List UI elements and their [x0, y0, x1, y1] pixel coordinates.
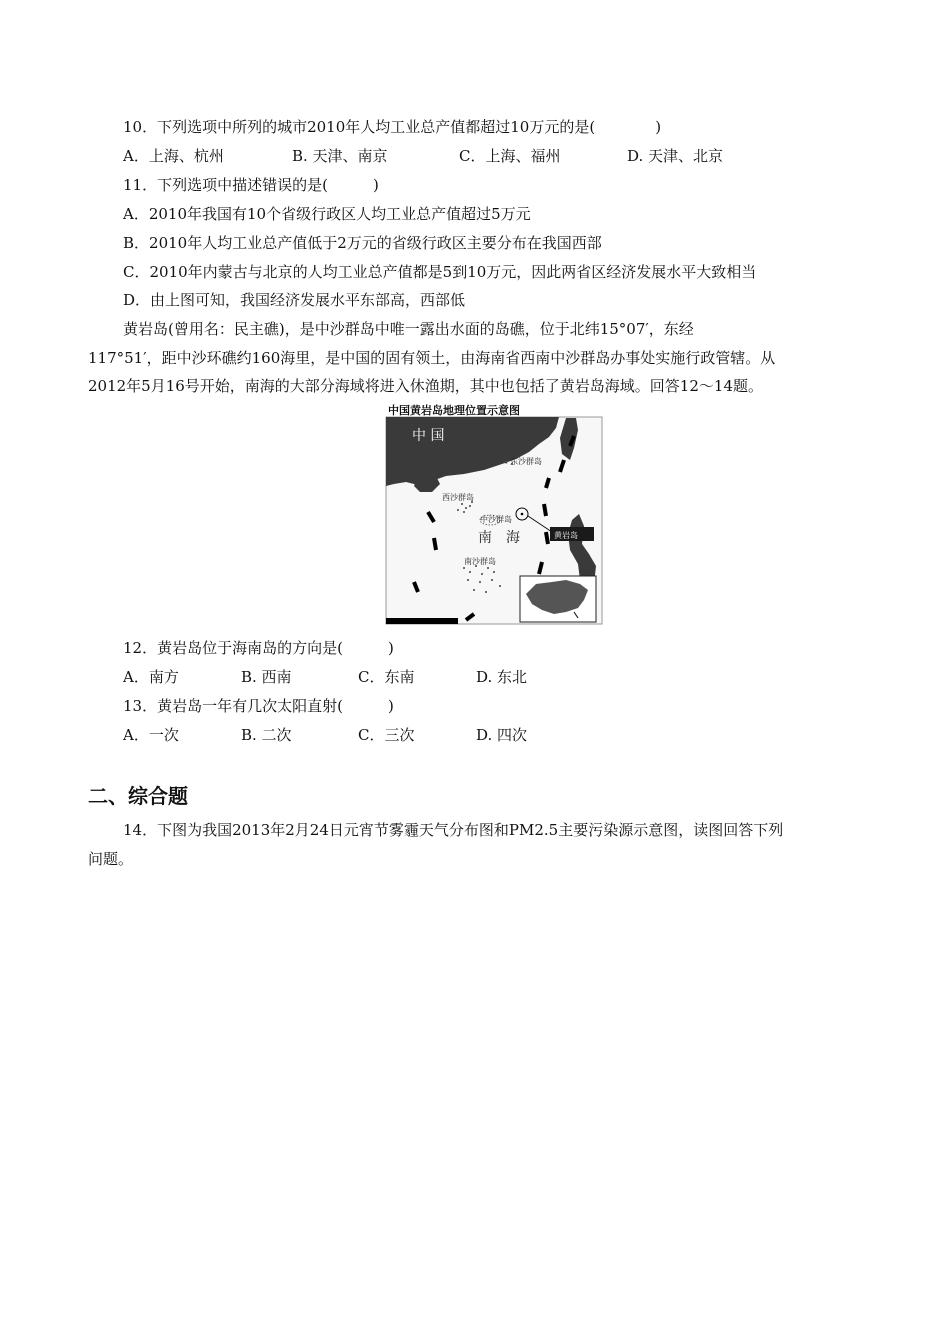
q12-option-c: C．东南: [358, 668, 415, 686]
q11-option-b: B．2010年人均工业总产值低于2万元的省级行政区主要分布在我国西部: [123, 234, 602, 252]
q12-stem: 12．黄岩岛位于海南岛的方向是( ): [123, 639, 394, 657]
q10-stem: 10．下列选项中所列的城市2010年人均工业总产值都超过10万元的是( ): [123, 118, 662, 136]
q10-option-d: D. 天津、北京: [627, 147, 724, 165]
scale-bar: [386, 618, 458, 624]
section-title: 二、综合题: [88, 784, 188, 808]
map-svg: [384, 404, 604, 626]
map-label-xisha: 西沙群岛: [442, 493, 474, 502]
passage-line-2: 117°51′，距中沙环礁约160海里，是中国的固有领土，由海南省西南中沙群岛办事处实施行政管辖。从: [88, 349, 776, 367]
q10-option-c: C．上海、福州: [459, 147, 561, 165]
q12-option-b: B. 西南: [241, 668, 292, 686]
huangyan-marker-dot: [521, 513, 524, 516]
map-label-zhongsha: 中沙群岛: [480, 515, 512, 524]
map-label-china: 中 国: [412, 428, 445, 444]
map-label-nanhai: 南 海: [478, 530, 520, 546]
q11-option-d: D．由上图可知，我国经济发展水平东部高，西部低: [123, 291, 466, 309]
q13-option-b: B. 二次: [241, 726, 292, 744]
q14-line-1: 14．下图为我国2013年2月24日元宵节雾霾天气分布图和PM2.5主要污染源示意图，读图回答下列: [123, 821, 784, 839]
q10-option-b: B. 天津、南京: [292, 147, 388, 165]
map-title: 中国黄岩岛地理位置示意图: [388, 404, 520, 417]
q13-option-d: D. 四次: [476, 726, 528, 744]
map-label-nansha: 南沙群岛: [464, 557, 496, 566]
q13-option-c: C．三次: [358, 726, 415, 744]
map-label-huangyan: 黄岩岛: [554, 531, 578, 540]
q11-stem: 11．下列选项中描述错误的是( ): [123, 176, 379, 194]
huangyan-island-map: [384, 404, 604, 626]
q11-option-c: C．2010年内蒙古与北京的人均工业总产值都是5到10万元，因此两省区经济发展水平大致相当: [123, 263, 757, 281]
q12-option-a: A．南方: [123, 668, 179, 686]
passage-line-1: 黄岩岛(曾用名：民主礁)，是中沙群岛中唯一露出水面的岛礁，位于北纬15°07′，东经: [123, 320, 694, 338]
q10-option-a: A．上海、杭州: [123, 147, 224, 165]
q14-line-2: 问题。: [88, 850, 134, 868]
q13-stem: 13．黄岩岛一年有几次太阳直射( ): [123, 697, 394, 715]
q11-option-a: A．2010年我国有10个省级行政区人均工业总产值超过5万元: [123, 205, 531, 223]
passage-line-3: 2012年5月16号开始，南海的大部分海域将进入休渔期，其中也包括了黄岩岛海域。回答12～14题。: [88, 377, 763, 395]
map-label-dongsha: 东沙群岛: [510, 457, 542, 466]
q12-option-d: D. 东北: [476, 668, 528, 686]
q13-option-a: A．一次: [123, 726, 179, 744]
